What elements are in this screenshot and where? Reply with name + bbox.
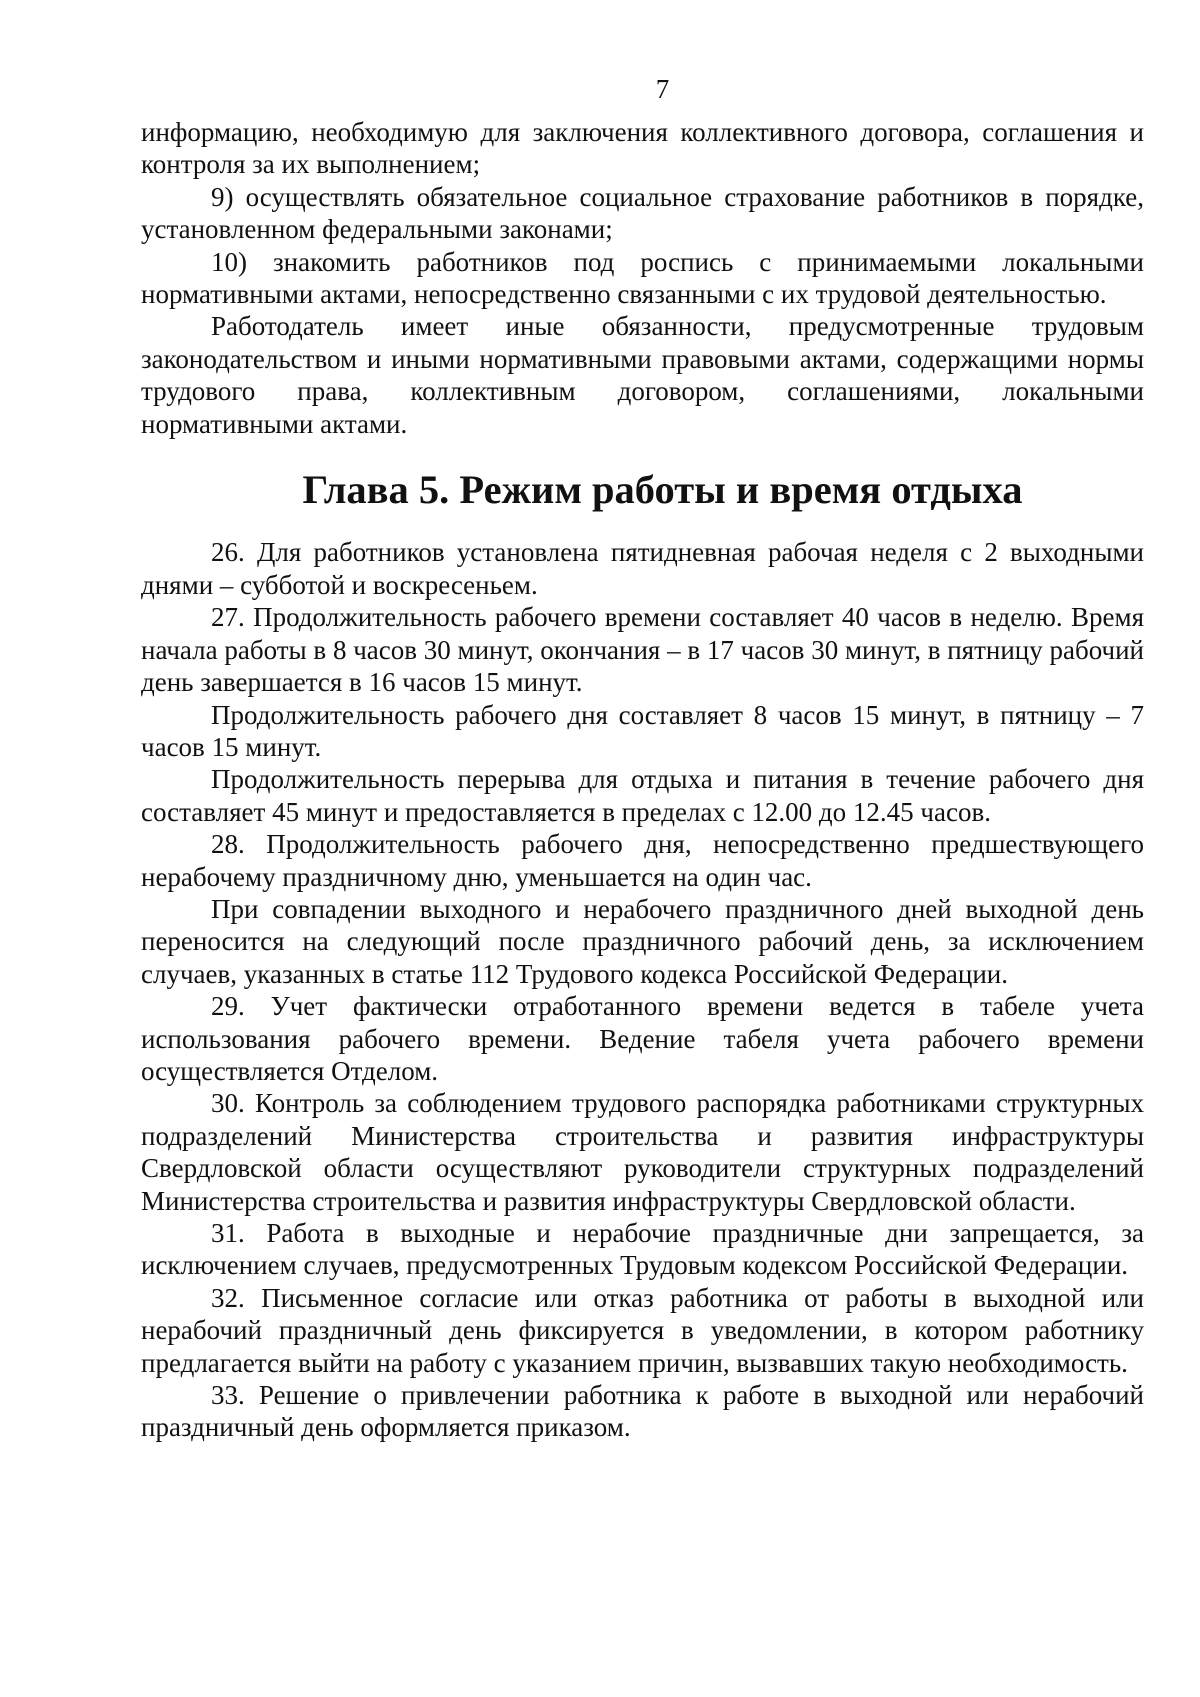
paragraph-28-holidays: При совпадении выходного и нерабочего праздничного дней выходной день переносится на следующий после праздничного рабочий день, за исключением случаев, указанных в статье 112 Трудового кодекса Российской Федерации. xyxy=(141,893,1144,989)
paragraph-32: 32. Письменное согласие или отказ работника от работы в выходной или нерабочий праздничный день фиксируется в уведомлении, в котором работнику предлагается выйти на работу с указанием причин, вызвавших такую необходимость. xyxy=(141,1282,1144,1378)
paragraph-item-10: 10) знакомить работников под роспись с принимаемыми локальными нормативными актами, непосредственно связанными с их трудовой деятельностью. xyxy=(141,246,1144,310)
paragraph-26: 26. Для работников установлена пятидневная рабочая неделя с 2 выходными днями – субботой и воскресеньем. xyxy=(141,537,1144,600)
paragraph-31: 31. Работа в выходные и нерабочие праздничные дни запрещается, за исключением случаев, предусмотренных Трудовым кодексом Российской Федерации. xyxy=(141,1218,1144,1281)
paragraph-29: 29. Учет фактически отработанного времени ведется в табеле учета использования рабочего времени. Ведение табеля учета рабочего времени осуществляется Отделом. xyxy=(141,991,1144,1086)
paragraph-27-workday: Продолжительность рабочего дня составляет 8 часов 15 минут, в пятницу – 7 часов 15 минут. xyxy=(141,699,1144,762)
paragraph-30: 30. Контроль за соблюдением трудового распорядка работниками структурных подразделений Министерства строительства и развития инфраструктуры Свердловской области осуществляют руководители структурных подразделений Министерства строительства и развития инфраструктуры Свердловской области. xyxy=(141,1088,1144,1216)
paragraph-27-break: Продолжительность перерыва для отдыха и питания в течение рабочего дня составляет 45 минут и предоставляется в пределах с 12.00 до 12.45 часов. xyxy=(141,764,1144,827)
paragraph-employer-duties: Работодатель имеет иные обязанности, предусмотренные трудовым законодательством и иными нормативными правовыми актами, содержащими нормы трудового права, коллективным договором, соглашениями, локальными нормативными актами. xyxy=(141,311,1144,439)
paragraph-33: 33. Решение о привлечении работника к работе в выходной или нерабочий праздничный день оформляется приказом. xyxy=(141,1380,1144,1443)
paragraph-27: 27. Продолжительность рабочего времени составляет 40 часов в неделю. Время начала работы в 8 часов 30 минут, окончания – в 17 часов 30 минут, в пятницу рабочий день завершается в 16 часов 15 минут. xyxy=(141,602,1144,698)
chapter-title: Глава 5. Режим работы и время отдыха xyxy=(302,467,1023,513)
paragraph-item-9: 9) осуществлять обязательное социальное страхование работников в порядке, установленном федеральными законами; xyxy=(141,181,1144,245)
page-number: 7 xyxy=(655,74,670,104)
paragraph-continuation: информацию, необходимую для заключения коллективного договора, соглашения и контроля за их выполнением; xyxy=(141,117,1144,180)
paragraph-28: 28. Продолжительность рабочего дня, непосредственно предшествующего нерабочему праздничному дню, уменьшается на один час. xyxy=(141,829,1144,892)
document-page xyxy=(141,72,1144,1444)
